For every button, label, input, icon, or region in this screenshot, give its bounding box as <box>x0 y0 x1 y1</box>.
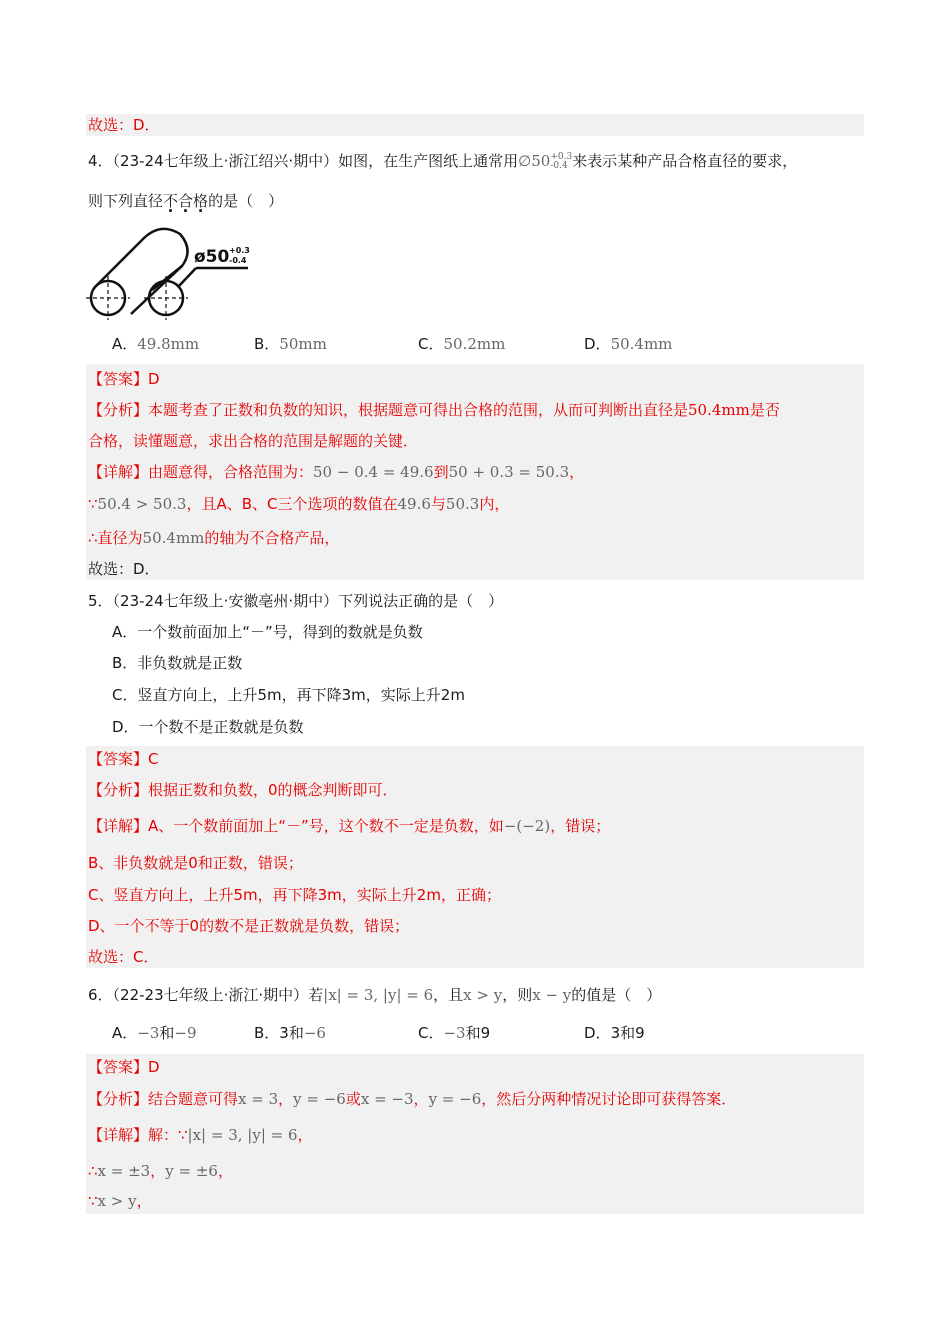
option-mid: 和 <box>288 1024 304 1042</box>
q4-final: 故选：D． <box>88 560 160 578</box>
q5-option-c: C．竖直方向上，上升5m，再下降3m，实际上升2m <box>112 686 465 704</box>
q5-analysis: 【分析】根据正数和负数，0的概念判断即可． <box>88 781 398 799</box>
q6-detail-a: 【详解】解：∵ <box>88 1126 188 1144</box>
q5-detail-c-line: C、竖直方向上，上升5m，再下降3m，实际上升2m，正确； <box>88 886 501 904</box>
because-symbol: ∵ <box>88 1192 98 1210</box>
q4-stem-line2 <box>88 190 283 212</box>
option-label: A． <box>112 1024 138 1042</box>
q4-therefore-a: ∴直径为 <box>88 529 143 547</box>
q4-answer: 【答案】D <box>88 370 160 388</box>
q4-stem-prefix: 4．（23-24七年级上·浙江绍兴·期中）如图，在生产图纸上通常用 <box>88 152 519 170</box>
option-label: C． <box>418 335 444 353</box>
q4-because-math2: 49.6 <box>397 495 431 513</box>
q4-symbol: ∅50 <box>518 152 551 170</box>
q5-option-a: A．一个数前面加上“－”号，得到的数就是负数 <box>112 623 423 641</box>
q6-analysis-sep: ， <box>413 1090 429 1108</box>
q5-detail-d-line: D、一个不等于0的数不是正数就是负数，错误； <box>88 917 410 935</box>
q6-option-a <box>112 1022 197 1044</box>
top-final-answer: 故选：D． <box>88 116 160 134</box>
q6-sep: ， <box>150 1162 166 1180</box>
emph-char: 不 <box>163 192 179 210</box>
option-math: 9 <box>480 1024 491 1042</box>
q6-stem-a: 6．（22-23七年级上·浙江·期中）若 <box>88 986 324 1004</box>
option-value: 50.2mm <box>443 335 506 353</box>
q6-option-c <box>418 1022 490 1044</box>
q4-tolerance <box>550 153 572 171</box>
q4-analysis-a: 【分析】本题考查了正数和负数的知识，根据题意可得出合格的范围，从而可判断出直径是 <box>88 401 689 419</box>
q4-therefore-line <box>88 527 339 549</box>
q6-stem-math3: x − y <box>532 986 572 1004</box>
q5-final: 故选：C． <box>88 948 159 966</box>
q5-detail-math: −(−2) <box>503 817 551 835</box>
q6-because-math: x > y <box>97 1192 137 1210</box>
q4-therefore-math: 50.4mm <box>142 529 205 547</box>
q4-because-c: 与 <box>430 495 446 513</box>
q4-detail-math2: 50 + 0.3 = 50.3 <box>448 463 570 481</box>
q6-detail <box>88 1124 313 1146</box>
q6-analysis-math: x = 3 <box>238 1090 279 1108</box>
q4-analysis-line1 <box>88 399 780 421</box>
option-math: −3 <box>443 1024 466 1042</box>
option-label: D． <box>584 1024 611 1042</box>
q6-therefore <box>88 1160 233 1182</box>
option-math: −9 <box>174 1024 197 1042</box>
q6-analysis-a: 【分析】结合题意可得 <box>88 1090 239 1108</box>
q6-analysis <box>88 1088 736 1110</box>
q5-stem: 5．（23-24七年级上·安徽亳州·期中）下列说法正确的是（ ） <box>88 592 504 610</box>
option-value: 49.8mm <box>137 335 200 353</box>
q4-because-line <box>88 493 509 515</box>
q4-detail-a: 【详解】由题意得，合格范围为： <box>88 463 314 481</box>
q6-therefore-math1: x = ±3 <box>97 1162 151 1180</box>
q4-option-a <box>112 333 199 355</box>
q6-stem-math1: |x| = 3, |y| = 6 <box>323 986 434 1004</box>
q4-analysis-line2: 合格，读懂题意，求出合格的范围是解题的关键． <box>88 432 419 450</box>
q6-answer: 【答案】D <box>88 1058 160 1076</box>
q4-tol-up: +0.3 <box>550 151 573 162</box>
q4-because-b: ，且A、B、C三个选项的数值在 <box>186 495 398 513</box>
q4-because-math3: 50.3 <box>445 495 480 513</box>
q4-therefore-b: 的轴为不合格产品， <box>204 529 340 547</box>
q4-option-c <box>418 333 505 355</box>
q5-answer: 【答案】C <box>88 750 159 768</box>
option-mid: 和 <box>159 1024 175 1042</box>
q6-because-b: ， <box>136 1192 152 1210</box>
option-math: −3 <box>137 1024 160 1042</box>
option-label: C． <box>418 1024 444 1042</box>
q4-because-math: 50.4 > 50.3 <box>97 495 187 513</box>
q6-analysis-math: x = −3 <box>360 1090 414 1108</box>
q6-analysis-sep: ， <box>278 1090 294 1108</box>
q6-stem-d: 的值是（ ） <box>571 986 662 1004</box>
option-math: −6 <box>303 1024 326 1042</box>
q4-detail-c: ， <box>569 463 585 481</box>
q6-detail-math: |x| = 3, |y| = 6 <box>187 1126 298 1144</box>
q6-stem-c: ，则 <box>502 986 533 1004</box>
option-math: 3 <box>279 1024 289 1042</box>
q4-detail-line <box>88 461 584 483</box>
option-label: A． <box>112 335 138 353</box>
option-math: 9 <box>635 1024 645 1042</box>
q5-detail-b-line: B、非负数就是0和正数，错误； <box>88 854 303 872</box>
option-value: 50mm <box>279 335 327 353</box>
q5-option-d: D．一个数不是正数就是负数 <box>112 718 304 736</box>
q6-option-b <box>254 1022 326 1044</box>
option-mid: 和 <box>620 1024 636 1042</box>
q4-cylinder-figure <box>86 224 266 324</box>
q5-detail-a: 【详解】A、一个数前面加上“－”号，这个数不一定是负数，如 <box>88 817 504 835</box>
gray-answer-block <box>86 114 864 136</box>
emph-char: 格 <box>193 192 209 210</box>
q4-option-d <box>584 333 672 355</box>
q4-analysis-b: 是否 <box>749 401 780 419</box>
q4-detail-math1: 50 − 0.4 = 49.6 <box>313 463 434 481</box>
therefore-symbol: ∴ <box>88 1162 98 1180</box>
q6-therefore-math2: y = ±6 <box>165 1162 218 1180</box>
q6-analysis-b: ，然后分两种情况讨论即可获得答案． <box>481 1090 737 1108</box>
q6-because <box>88 1190 152 1212</box>
option-mid: 和 <box>465 1024 481 1042</box>
q6-analysis-or: 或 <box>345 1090 361 1108</box>
q5-detail-b: ，错误； <box>550 817 611 835</box>
q4-option-b <box>254 333 327 355</box>
q4-stem-suffix: 来表示某种产品合格直径的要求， <box>572 152 798 170</box>
q5-detail-a-line <box>88 815 610 837</box>
figure-tol-down: -0.4 <box>229 256 247 265</box>
option-label: B． <box>254 335 280 353</box>
q6-stem-math2: x > y <box>463 986 503 1004</box>
option-label: D． <box>584 335 611 353</box>
option-math: 3 <box>610 1024 621 1042</box>
q4-analysis-math: 50.4mm <box>688 401 750 419</box>
q6-analysis-math: y = −6 <box>428 1090 482 1108</box>
q4-line2-a: 则下列直径 <box>88 192 164 210</box>
because-symbol: ∵ <box>88 495 98 513</box>
q4-line2-b: 的是（ ） <box>208 192 284 210</box>
q6-analysis-math: y = −6 <box>293 1090 346 1108</box>
option-label: B． <box>254 1024 280 1042</box>
figure-tol-up: +0.3 <box>229 246 250 255</box>
option-value: 50.4mm <box>610 335 673 353</box>
q4-detail-b: 到 <box>433 463 449 481</box>
figure-diameter-label: ø50 <box>194 247 230 267</box>
leader-line <box>178 268 196 287</box>
q6-sep: ， <box>217 1162 233 1180</box>
q6-stem-b: ，且 <box>433 986 464 1004</box>
q5-option-b: B．非负数就是正数 <box>112 654 243 672</box>
q4-tol-down: -0.4 <box>550 160 568 171</box>
emph-char: 合 <box>178 192 194 210</box>
q4-because-d: 内， <box>479 495 510 513</box>
q4-stem-line1 <box>88 150 797 172</box>
q6-option-d <box>584 1022 645 1044</box>
q6-detail-b: ， <box>297 1126 313 1144</box>
q6-stem <box>88 984 661 1006</box>
